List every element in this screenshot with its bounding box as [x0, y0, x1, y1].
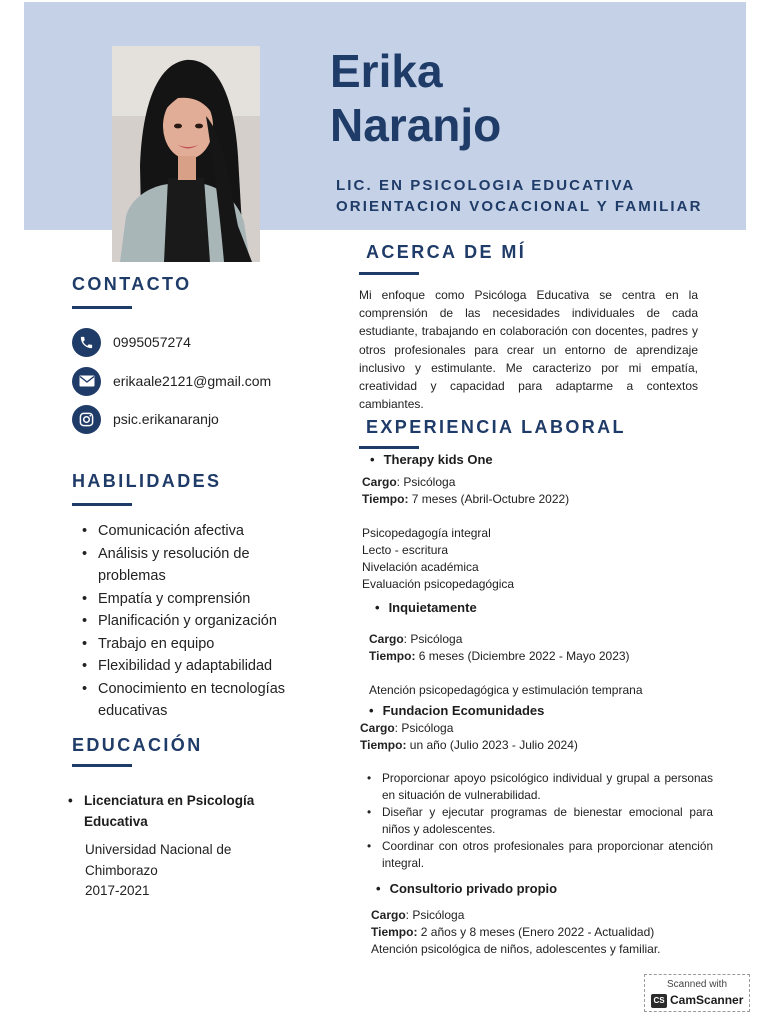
job-detail: Nivelación académica [362, 560, 479, 574]
job-title-consultorio: • Consultorio privado propio [376, 881, 557, 896]
cargo-value: : Psicóloga [403, 632, 463, 646]
cargo-label: Cargo [369, 632, 404, 646]
instagram-icon [72, 405, 101, 434]
job-detail: Atención psicológica de niños, adolescentes y familiar. [371, 942, 661, 956]
subtitle-line-2: ORIENTACION VOCACIONAL Y FAMILIAR [336, 198, 703, 215]
email-address: erikaale2121@gmail.com [113, 373, 272, 389]
university-line-2: Chimborazo [85, 862, 158, 878]
subtitle-line-1: LIC. EN PSICOLOGIA EDUCATIVA [336, 177, 636, 194]
skill-item: • Conocimiento en tecnologías educativas [80, 678, 305, 723]
job-cargo [369, 631, 462, 648]
job-cargo [371, 907, 464, 924]
tiempo-value: 6 meses (Diciembre 2022 - Mayo 2023) [415, 649, 630, 663]
job-tiempo [362, 491, 569, 508]
tiempo-label: Tiempo: [371, 925, 418, 939]
mail-icon [72, 367, 101, 396]
about-rule [359, 272, 419, 275]
cargo-value: : Psicóloga [405, 908, 465, 922]
last-name: Naranjo [330, 99, 502, 151]
education-rule [72, 764, 132, 767]
job-detail: Evaluación psicopedagógica [362, 577, 515, 591]
duty-item: • Proporcionar apoyo psicológico individual y grupal a personas en situación de vulnerabilidad. [365, 770, 713, 804]
tiempo-label: Tiempo: [360, 738, 407, 752]
cargo-label: Cargo [360, 721, 395, 735]
job-detail: Psicopedagogía integral [362, 526, 491, 540]
skills-list [80, 520, 305, 723]
cargo-label: Cargo [371, 908, 406, 922]
contact-email [72, 366, 271, 396]
phone-icon [72, 328, 101, 357]
tiempo-value: 7 meses (Abril-Octubre 2022) [408, 492, 570, 506]
tiempo-label: Tiempo: [362, 492, 409, 506]
scanner-caption: Scanned with [666, 979, 728, 990]
job-title-fundacion-ecomunidades: • Fundacion Ecomunidades [369, 703, 544, 718]
job-title-therapy-kids: • Therapy kids One [370, 452, 493, 467]
contact-instagram [72, 404, 219, 434]
tiempo-label: Tiempo: [369, 649, 416, 663]
contact-heading: CONTACTO [72, 274, 192, 294]
skill-item: • Planificación y organización [80, 610, 305, 633]
university-line-1: Universidad Nacional de [85, 842, 232, 857]
job-tiempo [360, 737, 578, 754]
job-tiempo [369, 648, 630, 665]
job-cargo [360, 720, 453, 737]
skill-item: • Trabajo en equipo [80, 633, 305, 656]
scanner-brand: CamScanner [670, 993, 744, 1007]
cargo-value: : Psicóloga [396, 475, 456, 489]
skill-item: • Comunicación afectiva [80, 520, 305, 543]
job-detail: Atención psicopedagógica y estimulación temprana [369, 683, 643, 697]
professional-title [336, 175, 703, 217]
duty-item: • Diseñar y ejecutar programas de bienestar emocional para niños y adolescentes. [365, 804, 713, 838]
contact-phone [72, 327, 191, 357]
about-heading: ACERCA DE MÍ [366, 242, 527, 262]
duty-item: • Coordinar con otros profesionales para proporcionar atención integral. [365, 838, 713, 872]
job-tiempo [371, 924, 654, 941]
job-duties-list [365, 770, 713, 872]
education-heading: EDUCACIÓN [72, 735, 203, 755]
education-item [68, 790, 298, 832]
instagram-handle: psic.erikanaranjo [113, 411, 219, 427]
education-years: 2017-2021 [85, 883, 150, 898]
skills-rule [72, 503, 132, 506]
phone-number: 0995057274 [113, 334, 191, 350]
skill-item: • Flexibilidad y adaptabilidad [80, 655, 305, 678]
job-cargo [362, 474, 455, 491]
skill-item: • Empatía y comprensión [80, 588, 305, 611]
cargo-label: Cargo [362, 475, 397, 489]
job-detail: Lecto - escritura [362, 543, 449, 557]
education-details [85, 840, 285, 902]
skills-heading: HABILIDADES [72, 471, 222, 491]
cargo-value: : Psicóloga [394, 721, 454, 735]
degree-name: • Licenciatura en Psicología Educativa [68, 790, 298, 832]
experience-rule [359, 446, 419, 449]
job-title-inquietamente: • Inquietamente [375, 600, 477, 615]
about-paragraph: Mi enfoque como Psicóloga Educativa se centra en la comprensión de las necesidades individuales de cada estudiante, trabajando en colaboración con docentes, padres y otros profesionales para crear un entorno de aprendizaje inclusivo y estimulante. Me caracterizo por mi empatía, creatividad y capacidad para adaptarme a contextos cambiantes. [359, 288, 698, 412]
candidate-name [330, 44, 501, 152]
skill-item: • Análisis y resolución de problemas [80, 543, 305, 588]
contact-rule [72, 306, 132, 309]
profile-photo [112, 46, 260, 262]
tiempo-value: 2 años y 8 meses (Enero 2022 - Actualidad) [417, 925, 655, 939]
camscanner-logo-icon: CS [651, 994, 667, 1008]
tiempo-value: un año (Julio 2023 - Julio 2024) [406, 738, 578, 752]
camscanner-watermark [644, 974, 750, 1012]
experience-heading: EXPERIENCIA LABORAL [366, 417, 626, 437]
first-name: Erika [330, 45, 443, 97]
